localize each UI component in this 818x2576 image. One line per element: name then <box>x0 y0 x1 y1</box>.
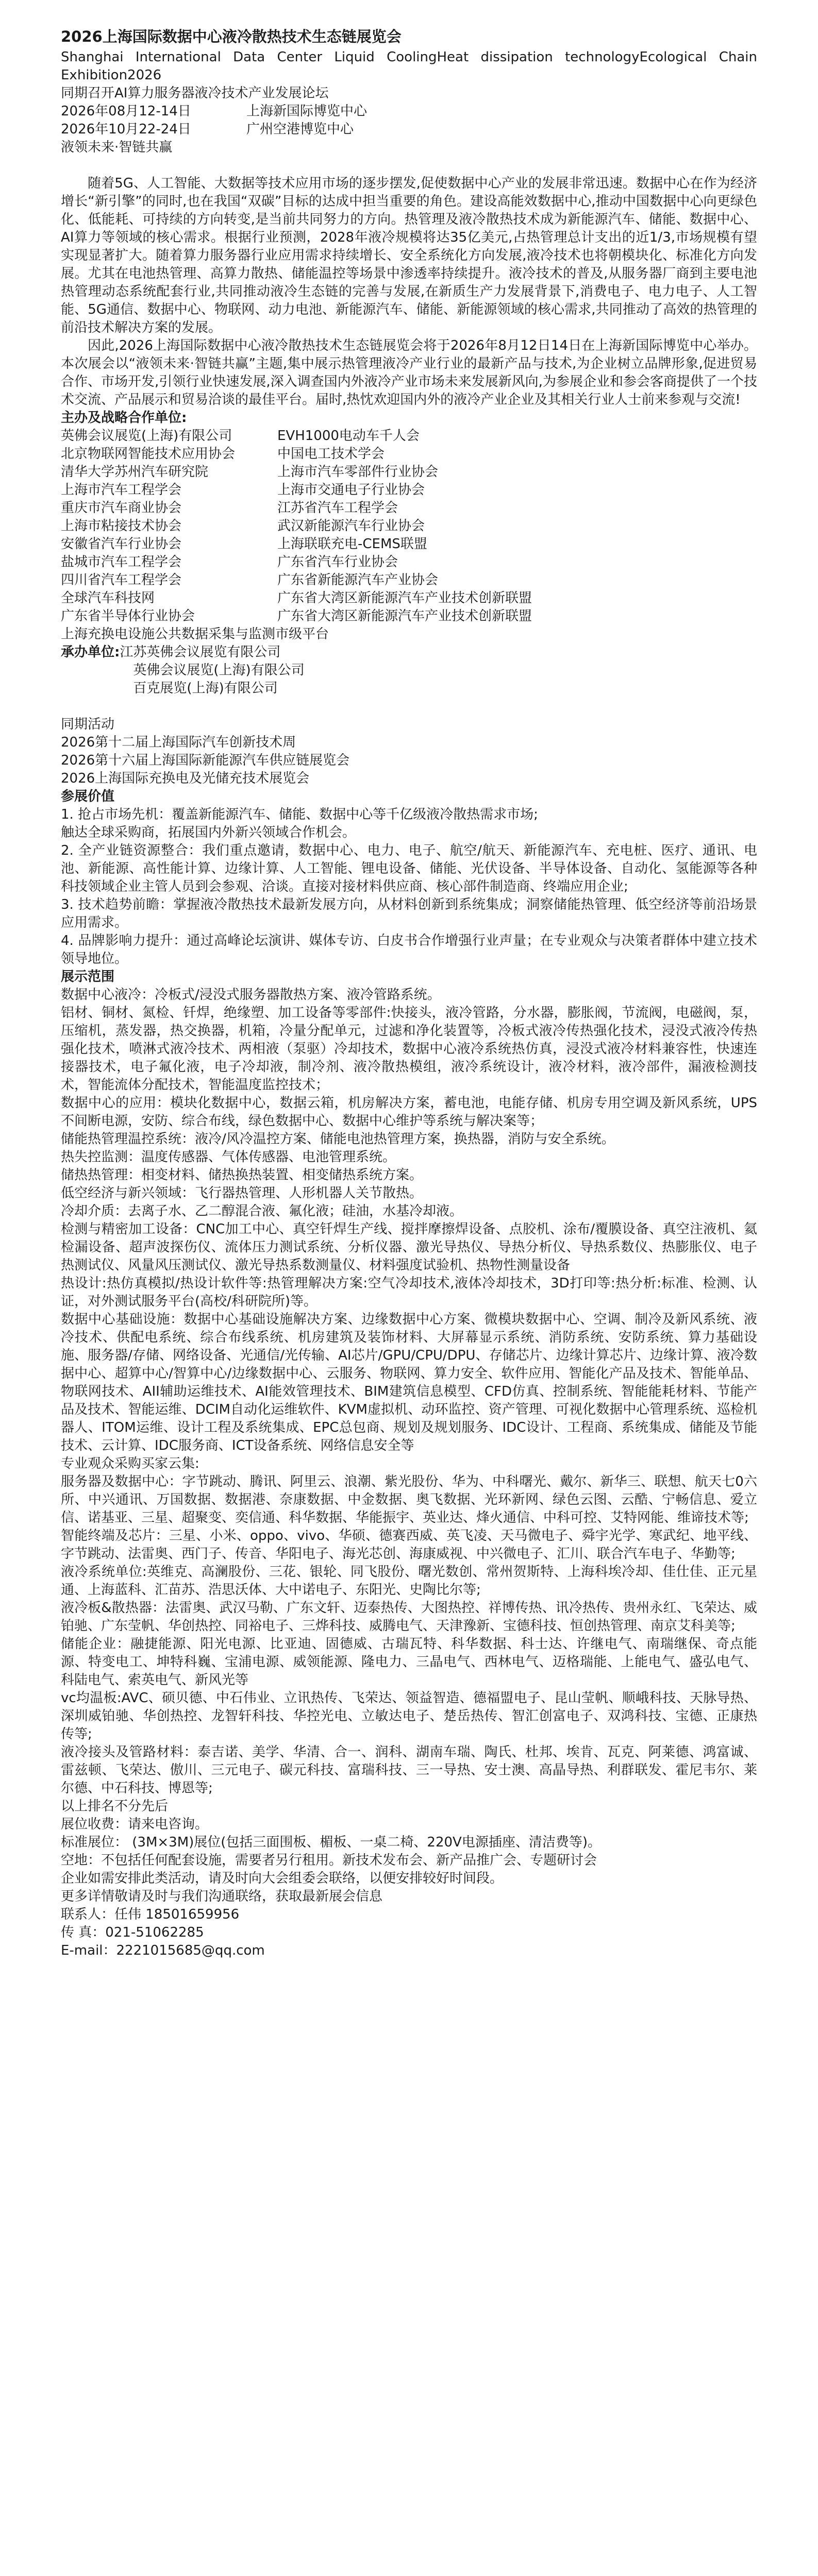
organizer-name: 广东省半导体行业协会 <box>61 608 195 624</box>
organizer-name: 上海联联充电-CEMS联盟 <box>277 536 427 552</box>
organizer-name: 上海市汽车工程学会 <box>61 482 182 498</box>
contact-fax: 传 真：021-51062285 <box>61 1925 204 1940</box>
scope-item: 数据中心的应用：模块化数据中心，数据云箱，机房解决方案，蓄电池，电能存储、机房专用空调及新风系统，UPS不间断电源，安防、综合布线，绿色数据中心、数据中心维护等系统与解决案等； <box>61 1095 757 1129</box>
organizer-name: 广东省汽车行业协会 <box>277 554 398 570</box>
booth-item: 更多详情敬请及时与我们沟通联络，获取最新展会信息 <box>61 1889 383 1904</box>
host-name: 百克展览(上海)有限公司 <box>133 681 278 696</box>
organizer-row <box>61 463 757 481</box>
english-title: Shanghai International Data Center Liquid CoolingHeat dissipation technologyEcological Chain Exhibition2026 <box>61 49 757 83</box>
contact-block <box>61 1906 757 1960</box>
spacer <box>61 157 757 175</box>
scope-item: 热设计:热仿真模拟/热设计软件等:热管理解决方案:空气冷却技术,液体冷却技术，3D打印等:热分析:标准、检测、认证，对外测试服务平台(高校/科研院所)等。 <box>61 1276 757 1309</box>
booth-item: 标准展位： (3M×3M)展位(包括三面围板、楣板、一桌二椅、220V电源插座、清洁费等)。 <box>61 1835 601 1850</box>
intro-paragraph: 因此,2026上海国际数据中心液冷散热技术生态链展览会将于2026年8月12日14日在上海新国际博览中心举办。本次展会以“液领未来·智链共赢”主题,集中展示热管理液冷产业行业的最新产品与技术,为企业树立品牌形象,促进贸易合作、市场开发,引领行业快速发展,深入调查国内外液冷产业市场未来发展新风向,为参展企业和参会客商提供了一个技术交流、产品展示和贸易洽谈的最佳平台。届时,热忱欢迎国内外的液冷产业企业及其相关行业人士前来参观与交流! <box>61 338 757 408</box>
hosts-list <box>120 643 757 698</box>
organizer-name: EVH1000电动车千人会 <box>277 428 420 444</box>
organizer-name: 北京物联网智能技术应用协会 <box>61 446 236 462</box>
organizer-name: 上海市汽车零部件行业协会 <box>277 464 439 480</box>
organizer-row <box>61 589 757 607</box>
scope-item: 储能热管理温控系统：液冷/风冷温控方案、储能电池热管理方案，换热器，消防与安全系统。 <box>61 1131 615 1147</box>
schedule-row <box>61 121 757 139</box>
scope-item: 液冷接头及管路材料：泰吉诺、美学、华清、合一、润科、湖南车瑞、陶氏、杜邦、埃肯、瓦克、阿莱德、鸿富诚、雷兹顿、飞荣达、傲川、三元电子、碳元科技、富瑞科技、三一导热、安士澳、高晶导热、利群联发、霍尼韦尔、莱尔德、中石科技、博恩等; <box>61 1744 757 1796</box>
scope-item: 数据中心液冷：冷板式/浸没式服务器散热方案、液冷管路系统。 <box>61 987 441 1003</box>
booth-item: 空地：不包括任何配套设施，需要者另行租用。新技术发布会、新产品推广会、专题研讨会 <box>61 1853 597 1868</box>
scope-item: 低空经济与新兴领域：飞行器热管理、人形机器人关节散热。 <box>61 1185 423 1201</box>
schedule-date: 2026年10月22-24日 <box>61 122 191 137</box>
host-name: 江苏英佛会议展览有限公司 <box>120 645 281 660</box>
concurrent-item: 2026上海国际充换电及光储充技术展览会 <box>61 771 310 786</box>
value-item: 触达全球采购商，拓展国内外新兴领域合作机会。 <box>61 825 356 840</box>
organizer-name: 上海市粘接技术协会 <box>61 518 182 534</box>
scope-item: 液冷板&散热器：法雷奥、武汉马勒、广东文轩、迈泰热传、大图热控、祥博传热、讯冷热传、贵州永红、飞荣达、威铂驰、广东莹帆、华创热控、同裕电子、三烨科技、威腾电气、天津豫新、宝德科技、恒创热管理、南京艾科美等; <box>61 1600 757 1634</box>
organizer-name: 盐城市汽车工程学会 <box>61 554 182 570</box>
organizer-name: 安徽省汽车行业协会 <box>61 536 182 552</box>
organizer-row <box>61 445 757 463</box>
organizer-name: 重庆市汽车商业协会 <box>61 500 182 516</box>
slogan: 液领未来·智链共赢 <box>61 140 173 155</box>
schedule-row <box>61 103 757 121</box>
organizers-heading: 主办及战略合作单位: <box>61 410 187 426</box>
scope-item: 检测与精密加工设备：CNC加工中心、真空钎焊生产线、搅拌摩擦焊设备、点胶机、涂布/覆膜设备、真空注液机、氦检漏设备、超声波探伤仪、流体压力测试系统、分析仪器、激光导热仪、导热分析仪、导热系数仪、热膨胀仪、电子热测试仪、风量风压测试仪、激光导热系数测量仪、材料强度试验机、热物性测量设备 <box>61 1222 757 1273</box>
organizer-row <box>61 571 757 589</box>
scope-item: 液冷系统单位:英维克、高澜股份、三花、银轮、同飞股份、曙光数创、常州贺斯特、上海科埃冷却、佳仕佳、正元星通、上海蓝科、汇苗苏、浩思沃体、大中诺电子、东阳光、史陶比尔等; <box>61 1564 757 1598</box>
organizer-name: 广东省大湾区新能源汽车产业技术创新联盟 <box>277 590 532 606</box>
organizer-row <box>61 499 757 517</box>
hosts-block <box>61 643 757 698</box>
value-heading: 参展价值 <box>61 789 115 804</box>
scope-item: 以上排名不分先后 <box>61 1799 169 1814</box>
schedule-venue: 广州空港博览中心 <box>246 122 354 137</box>
organizer-name: 中国电工技术学会 <box>277 446 385 462</box>
value-item: 2. 全产业链资源整合：我们重点邀请，数据中心、电力、电子、航空/航天、新能源汽车、充电桩、医疗、通讯、电池、新能源、高性能计算、边缘计算、人工智能、锂电设备、储能、光伏设备、半导体设备、自动化、氢能源等各种科技领域企业主管人员到会参观、洽谈。直接对接材料供应商、核心部件制造商、终端应用企业; <box>61 843 757 894</box>
value-item: 4. 品牌影响力提升：通过高峰论坛演讲、媒体专访、白皮书合作增强行业声量；在专业观众与决策者群体中建立技术领导地位。 <box>61 933 757 967</box>
schedule-venue: 上海新国际博览中心 <box>246 104 368 119</box>
forum-line: 同期召开AI算力服务器液冷技术产业发展论坛 <box>61 86 329 101</box>
concurrent-item: 2026第十二届上海国际汽车创新技术周 <box>61 735 296 750</box>
booth-item: 展位收费：请来电咨询。 <box>61 1817 209 1832</box>
scope-item: 智能终端及芯片：三星、小米、oppo、vivo、华硕、德赛西威、英飞凌、天马微电子、舜宇光学、寒武纪、地平线、字节跳动、法雷奥、西门子、传音、华阳电子、海光芯创、海康威视、中兴微电子、汇川、联合汽车电子、华勤等; <box>61 1528 757 1562</box>
organizer-row <box>61 535 757 553</box>
contact-person: 联系人：任伟 18501659956 <box>61 1907 240 1922</box>
organizer-name: 英佛会议展览(上海)有限公司 <box>61 428 232 444</box>
value-item: 1. 抢占市场先机：覆盖新能源汽车、储能、数据中心等千亿级液冷散热需求市场; <box>61 807 538 822</box>
page-title: 2026上海国际数据中心液冷散热技术生态链展览会 <box>61 28 402 45</box>
hosts-label: 承办单位: <box>61 645 120 660</box>
scope-item: 储热热管理：相变材料、储热换热装置、相变储热系统方案。 <box>61 1167 423 1183</box>
organizer-name: 武汉新能源汽车行业协会 <box>277 518 425 534</box>
booth-item: 企业如需安排此类活动，请及时向大会组委会联络，以便安排较好时间段。 <box>61 1871 504 1886</box>
organizer-name: 上海市交通电子行业协会 <box>277 482 425 498</box>
organizer-name: 清华大学苏州汽车研究院 <box>61 464 209 480</box>
scope-item: 冷却介质：去离子水、乙二醇混合液、氟化液；硅油，水基冷却液。 <box>61 1204 463 1219</box>
scope-item: 服务器及数据中心：字节跳动、腾讯、阿里云、浪潮、紫光股份、华为、中科曙光、戴尔、新华三、联想、航天七0六所、中兴通讯、万国数据、数据港、奈康数据、中金数据、奥飞数据、光环新网、绿色云图、云酷、宁畅信息、爱立信、诺基亚、三星、超聚变、奕信通、科华数据、华能振宇、英业达、烽火通信、中科可控、艾特网能、维谛技术等; <box>61 1474 757 1526</box>
intro-paragraph: 随着5G、人工智能、大数据等技术应用市场的逐步摆发,促使数据中心产业的发展非常迅速。数据中心在作为经济增长“新引擎”的同时,也在我国“双碳”目标的达成中担当重要的角色。建设高能效数据中心,推动中国数据中心向更绿色化、低能耗、可持续的方向转变,是当前共同努力的方向。热管理及液冷散热技术成为新能源汽车、储能、数据中心、AI算力等领域的核心需求。根据行业预测，2028年液冷规模将达35亿美元,占热管理总计支出的近1/3,市场规模有望实现显著扩大。随着算力服务器行业应用需求持续增长、安全系统化方向发展,液冷技术也将朝模块化、标准化方向发展。尤其在电池热管理、高算力散热、储能温控等场景中渗透率持续提升。液冷技术的普及,从服务器厂商到主要电池热管理动态系统配套行业,共同推动液冷生态链的完善与发展,在新质生产力发展背景下,消费电子、电力电子、人工智能、5G通信、数据中心、物联网、动力电池、新能源汽车、储能、新能源领域的核心需求,共同推动了高效的热管理的前沿技术解决方案的发展。 <box>61 176 757 335</box>
organizer-name: 广东省新能源汽车产业协会 <box>277 572 439 588</box>
concurrent-item: 2026第十六届上海国际新能源汽车供应链展览会 <box>61 753 350 768</box>
value-item: 3. 技术趋势前瞻：掌握液冷散热技术最新发展方向，从材料创新到系统集成；洞察储能热管理、低空经济等前沿场景应用需求。 <box>61 897 757 930</box>
organizer-name: 全球汽车科技网 <box>61 590 155 606</box>
organizer-row <box>61 607 757 625</box>
scope-item: 热失控监测：温度传感器、气体传感器、电池管理系统。 <box>61 1149 396 1165</box>
host-name: 英佛会议展览(上海)有限公司 <box>133 663 305 678</box>
scope-heading: 展示范围 <box>61 969 115 985</box>
organizers-list <box>61 427 757 643</box>
scope-item: 储能企业：融捷能源、阳光电源、比亚迪、固德威、古瑞瓦特、科华数据、科士达、许继电气、南瑞继保、奇点能源、特变电工、坤特科巍、宝浦电源、威领能源、隆电力、三晶电气、西林电气、迈格瑞能、上能电气、盛弘电气、科陆电气、索英电气、新风光等 <box>61 1636 757 1688</box>
scope-item: 专业观众采购买家云集: <box>61 1456 199 1471</box>
organizer-row <box>61 553 757 571</box>
organizer-name: 江苏省汽车工程学会 <box>277 500 398 516</box>
organizer-row <box>61 517 757 535</box>
scope-item: 铝材、铜材、氮检、钎焊，绝缘塑、加工设备等零部件:快接头，液冷管路，分水器，膨胀阀，节流阀，电磁阀，泵，压缩机，蒸发器，热交换器，机箱，冷量分配单元，过滤和净化装置等，冷板式液冷传热强化技术，浸没式液冷传热强化技术，喷淋式液冷技术、两相液（泵驱）冷却技术，数据中心液冷系统热仿真，浸没式液冷材料兼容性，快速连接器技术，电子氟化液，电子冷却液，制冷剂、液冷散热模组，液冷系统设计，液冷材料，液冷部件，漏液检测技术，智能流体分配技术，智能温度监控技术； <box>61 1005 757 1093</box>
organizer-row <box>61 427 757 445</box>
organizer-name: 上海充换电设施公共数据采集与监测市级平台 <box>61 626 329 642</box>
organizer-name: 四川省汽车工程学会 <box>61 572 182 588</box>
scope-item: 数据中心基础设施：数据中心基础设施解决方案、边缘数据中心方案、微模块数据中心、空调、制冷及新风系统、液冷技术、供配电系统、综合布线系统、机房建筑及装饰材料、大屏幕显示系统、消防系统、安防系统、算力基础设施、服务器/存储、网络设备、光通信/光传输、AI芯片/GPU/CPU/DPU、存储芯片、边缘计算芯片、边缘计算、液冷数据中心、超算中心/智算中心/边缘数据中心、云服务、物联网、算力安全、软件应用、智能化产品及技术、智能单品、物联网技术、AII辅助运维技术、AI能效管理技术、BIM建筑信息模型、CFD仿真、控制系统、智能能耗材料、节能产品及技术、智能运维、DCIM自动化运维软件、KVM虚拟机、动环监控、资产管理、可视化数据中心管理系统、巡检机器人、ITOM运维、设计工程及系统集成、EPC总包商、规划及规划服务、IDC设计、工程商、系统集成、储能及节能技术、云计算、IDC服务商、ICT设备系统、网络信息安全等 <box>61 1312 757 1453</box>
contact-email[interactable]: E-mail：2221015685@qq.com <box>61 1943 265 1958</box>
schedule-date: 2026年08月12-14日 <box>61 104 191 119</box>
scope-item: vc均温板:AVC、硕贝德、中石伟业、立讯热传、飞荣达、领益智造、德福盟电子、昆山莹帆、顺峨科技、天脉导热、深圳威铂驰、华创热控、龙智轩科技、华控光电、立敏达电子、楚岳热传、智汇创富电子、双鸿科技、宝德、正康热传等; <box>61 1690 757 1742</box>
organizer-row <box>61 481 757 499</box>
spacer <box>61 698 757 716</box>
organizer-name: 广东省大湾区新能源汽车产业技术创新联盟 <box>277 608 532 624</box>
concurrent-heading: 同期活动 <box>61 717 115 732</box>
